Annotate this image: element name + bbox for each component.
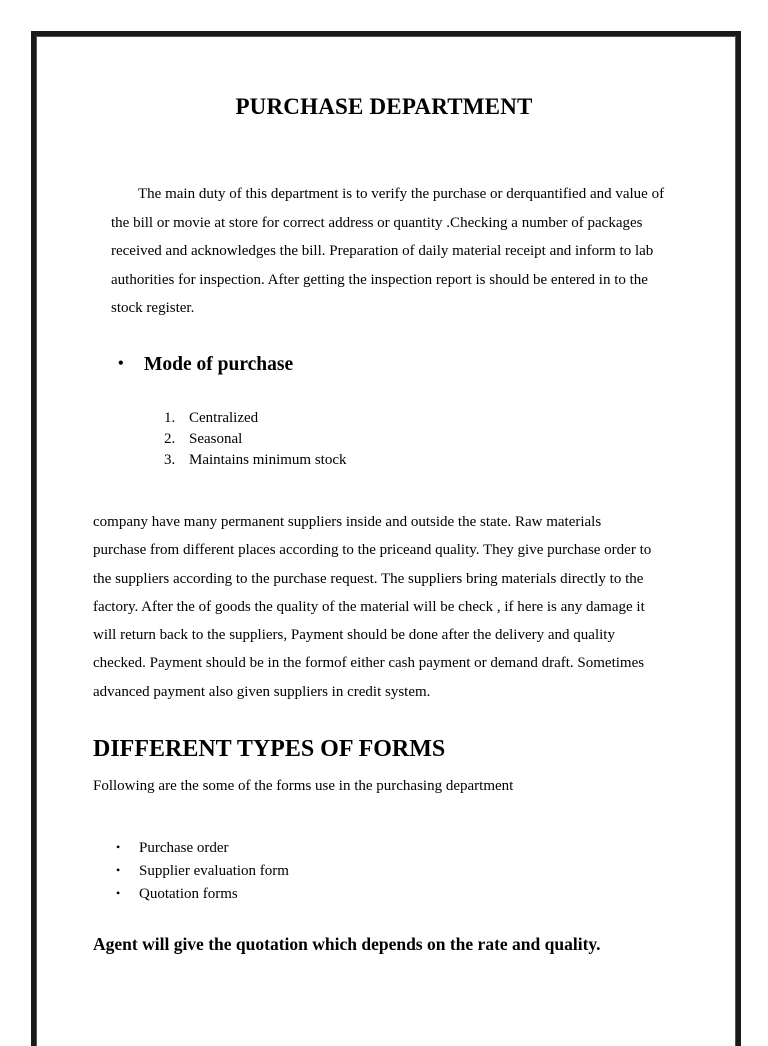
list-item-label: Supplier evaluation form — [139, 863, 289, 879]
bullet-icon: • — [116, 863, 121, 877]
bullet-icon: • — [116, 840, 121, 854]
mode-of-purchase-list — [164, 408, 347, 471]
list-item — [116, 882, 289, 905]
list-item-label: Seasonal — [189, 431, 243, 447]
list-number: 1. — [164, 410, 176, 426]
mode-heading-label: Mode of purchase — [144, 354, 294, 375]
list-item — [164, 429, 347, 450]
bullet-icon: • — [118, 355, 124, 372]
list-item — [164, 450, 347, 471]
list-number: 3. — [164, 452, 176, 468]
agent-note: Agent will give the quotation which depends on the rate and quality. — [93, 934, 601, 954]
list-item-label: Centralized — [189, 410, 259, 426]
bullet-icon: • — [116, 886, 121, 900]
list-item-label: Purchase order — [139, 840, 229, 856]
list-item-label: Quotation forms — [139, 886, 238, 902]
list-item-label: Maintains minimum stock — [189, 452, 347, 468]
list-item — [116, 836, 289, 859]
mode-of-purchase-heading — [118, 354, 293, 376]
suppliers-paragraph: company have many permanent suppliers inside and outside the state. Raw materials purchase from different places according to the priceand quality. They give purchase order to the suppliers according to the purchase request. The suppliers bring materials directly to the factory. After the of goods the quality of the material will be check , if here is any damage it will return back to the suppliers, Payment should be done after the delivery and quality checked. Payment should be in the formof either cash payment or demand draft. Sometimes advanced payment also given suppliers in credit system. — [93, 514, 652, 700]
page-title: PURCHASE DEPARTMENT — [235, 94, 533, 119]
list-number: 2. — [164, 431, 176, 447]
forms-intro: Following are the some of the forms use in the purchasing department — [93, 778, 514, 794]
intro-paragraph: The main duty of this department is to verify the purchase or derquantified and value of the bill or movie at store for correct address or quantity .Checking a number of packages received and acknowledges the bill. Preparation of daily material receipt and inform to lab authorities for inspection. After getting the inspection report is should be entered in to the stock register. — [111, 186, 665, 316]
list-item — [164, 408, 347, 429]
forms-list — [116, 836, 289, 905]
list-item — [116, 859, 289, 882]
forms-heading: DIFFERENT TYPES OF FORMS — [93, 736, 446, 762]
